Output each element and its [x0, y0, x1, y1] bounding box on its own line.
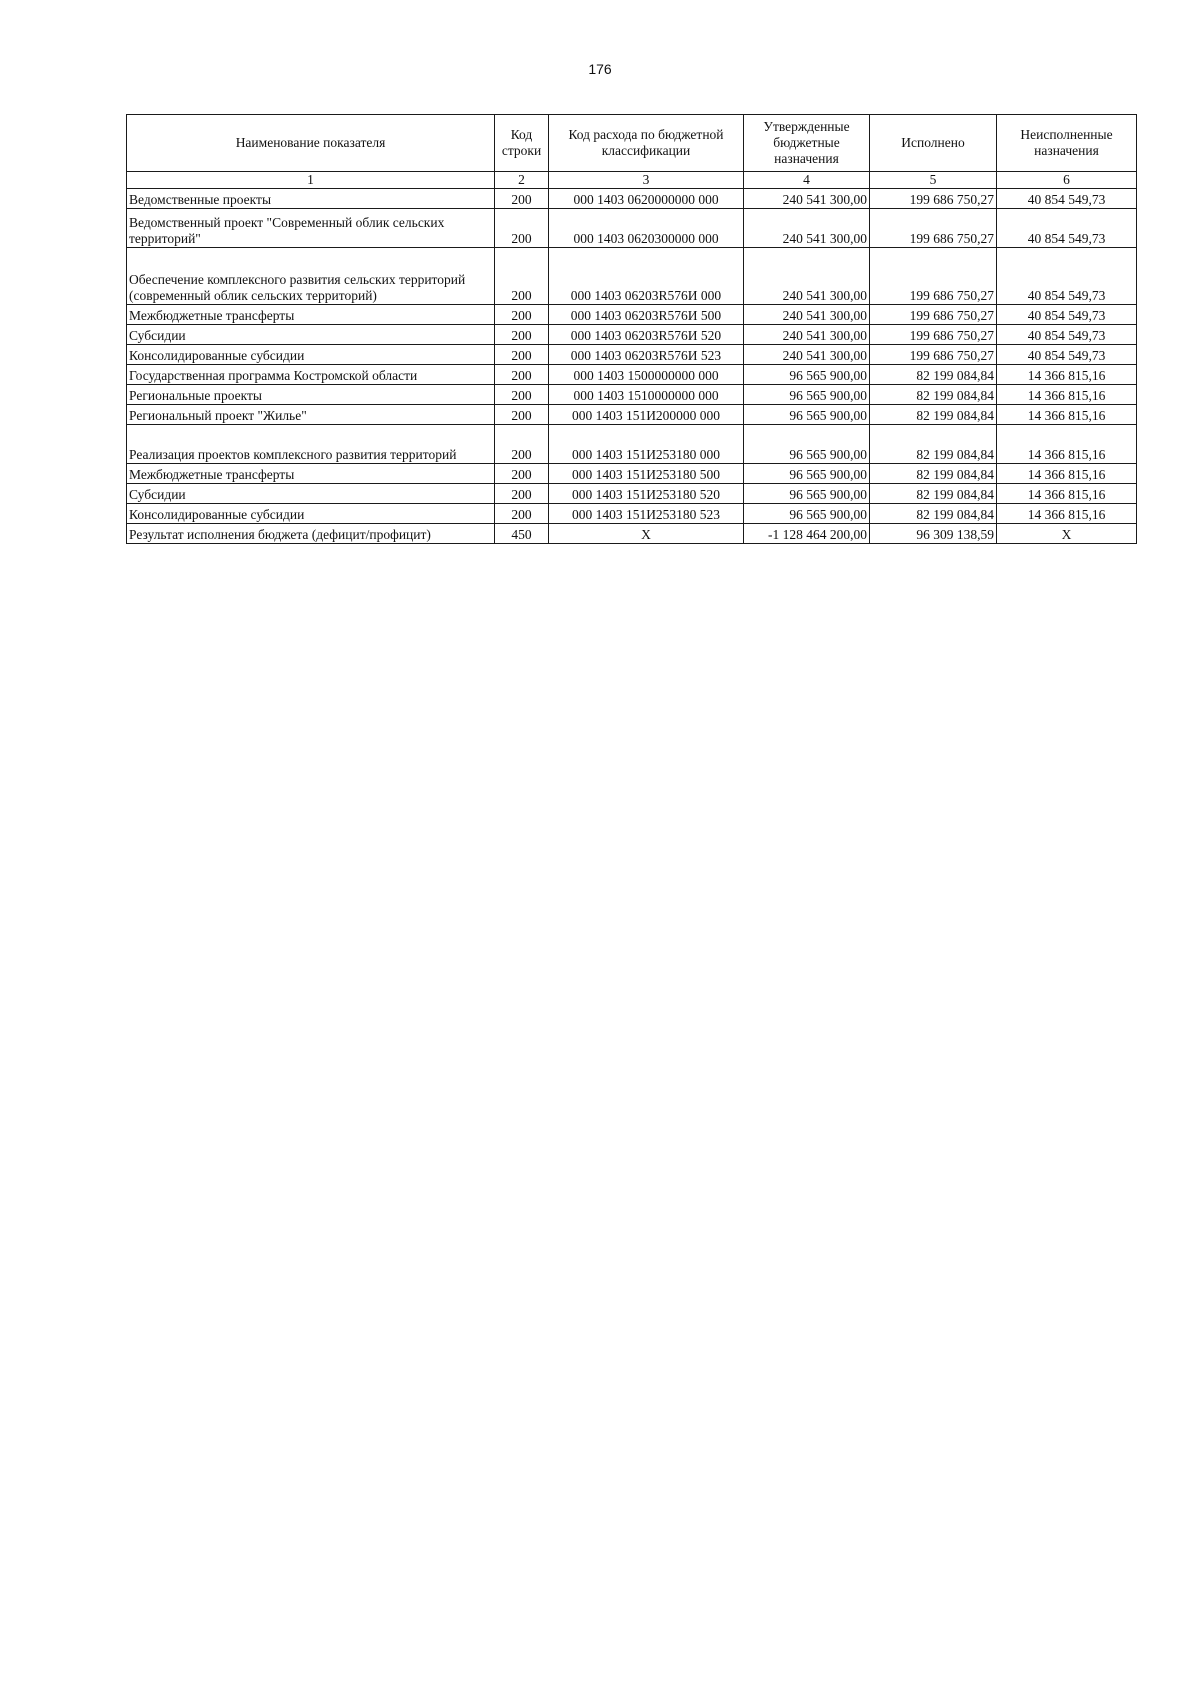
table-row [127, 464, 1137, 484]
cell-executed: 82 199 084,84 [870, 504, 997, 524]
cell-line: 450 [495, 524, 549, 544]
cell-unexecuted: 14 366 815,16 [997, 504, 1137, 524]
cell-unexecuted: 40 854 549,73 [997, 305, 1137, 325]
cell-approved: 240 541 300,00 [744, 345, 870, 365]
cell-approved: 240 541 300,00 [744, 325, 870, 345]
cell-executed: 82 199 084,84 [870, 464, 997, 484]
column-number: 1 [127, 172, 495, 189]
cell-code: 000 1403 1500000000 000 [549, 365, 744, 385]
budget-execution-table [126, 114, 1137, 544]
cell-code: 000 1403 151И253180 523 [549, 504, 744, 524]
cell-code: 000 1403 151И253180 500 [549, 464, 744, 484]
cell-line: 200 [495, 345, 549, 365]
header-unexecuted: Неисполненные назначения [997, 115, 1137, 172]
cell-line: 200 [495, 248, 549, 305]
cell-unexecuted: 40 854 549,73 [997, 345, 1137, 365]
cell-executed: 199 686 750,27 [870, 189, 997, 209]
cell-unexecuted: 40 854 549,73 [997, 248, 1137, 305]
cell-line: 200 [495, 484, 549, 504]
cell-approved: 96 565 900,00 [744, 464, 870, 484]
column-number: 6 [997, 172, 1137, 189]
cell-code: 000 1403 1510000000 000 [549, 385, 744, 405]
header-indicator-name: Наименование показателя [127, 115, 495, 172]
cell-line: 200 [495, 405, 549, 425]
cell-name: Реализация проектов комплексного развития территорий [127, 425, 495, 464]
cell-name: Региональный проект "Жилье" [127, 405, 495, 425]
cell-approved: 240 541 300,00 [744, 305, 870, 325]
cell-line: 200 [495, 209, 549, 248]
cell-line: 200 [495, 305, 549, 325]
cell-executed: 82 199 084,84 [870, 484, 997, 504]
header-executed: Исполнено [870, 115, 997, 172]
cell-code: 000 1403 151И200000 000 [549, 405, 744, 425]
cell-code: 000 1403 06203R576И 520 [549, 325, 744, 345]
cell-approved: -1 128 464 200,00 [744, 524, 870, 544]
table-row [127, 345, 1137, 365]
header-line-code: Код строки [495, 115, 549, 172]
table-row [127, 504, 1137, 524]
header-row [127, 115, 1137, 172]
cell-approved: 96 565 900,00 [744, 504, 870, 524]
cell-approved: 96 565 900,00 [744, 385, 870, 405]
column-number: 4 [744, 172, 870, 189]
cell-name: Результат исполнения бюджета (дефицит/профицит) [127, 524, 495, 544]
cell-name: Региональные проекты [127, 385, 495, 405]
cell-executed: 199 686 750,27 [870, 209, 997, 248]
cell-unexecuted: 14 366 815,16 [997, 405, 1137, 425]
cell-name: Консолидированные субсидии [127, 504, 495, 524]
table-row [127, 248, 1137, 305]
cell-code: 000 1403 06203R576И 523 [549, 345, 744, 365]
table-row [127, 325, 1137, 345]
cell-code: 000 1403 151И253180 000 [549, 425, 744, 464]
cell-code: X [549, 524, 744, 544]
table-row [127, 405, 1137, 425]
cell-approved: 240 541 300,00 [744, 209, 870, 248]
cell-unexecuted: 14 366 815,16 [997, 464, 1137, 484]
cell-line: 200 [495, 325, 549, 345]
cell-unexecuted: 40 854 549,73 [997, 325, 1137, 345]
cell-name: Субсидии [127, 484, 495, 504]
cell-line: 200 [495, 365, 549, 385]
table-row [127, 365, 1137, 385]
cell-line: 200 [495, 504, 549, 524]
table-row [127, 484, 1137, 504]
cell-approved: 96 565 900,00 [744, 425, 870, 464]
cell-unexecuted: 14 366 815,16 [997, 425, 1137, 464]
header-approved: Утвержденные бюджетные назначения [744, 115, 870, 172]
table-row [127, 209, 1137, 248]
cell-unexecuted: 14 366 815,16 [997, 484, 1137, 504]
cell-unexecuted: 40 854 549,73 [997, 209, 1137, 248]
cell-approved: 240 541 300,00 [744, 248, 870, 305]
cell-executed: 199 686 750,27 [870, 345, 997, 365]
cell-line: 200 [495, 385, 549, 405]
cell-name: Субсидии [127, 325, 495, 345]
cell-executed: 82 199 084,84 [870, 385, 997, 405]
cell-unexecuted: 40 854 549,73 [997, 189, 1137, 209]
cell-unexecuted: X [997, 524, 1137, 544]
cell-approved: 240 541 300,00 [744, 189, 870, 209]
cell-executed: 82 199 084,84 [870, 365, 997, 385]
column-number-row [127, 172, 1137, 189]
cell-executed: 82 199 084,84 [870, 405, 997, 425]
cell-line: 200 [495, 189, 549, 209]
cell-name: Межбюджетные трансферты [127, 305, 495, 325]
cell-name: Ведомственный проект "Современный облик сельских территорий" [127, 209, 495, 248]
cell-approved: 96 565 900,00 [744, 365, 870, 385]
cell-name: Консолидированные субсидии [127, 345, 495, 365]
cell-unexecuted: 14 366 815,16 [997, 385, 1137, 405]
column-number: 5 [870, 172, 997, 189]
table-row [127, 524, 1137, 544]
cell-code: 000 1403 06203R576И 500 [549, 305, 744, 325]
cell-approved: 96 565 900,00 [744, 484, 870, 504]
cell-unexecuted: 14 366 815,16 [997, 365, 1137, 385]
cell-name: Ведомственные проекты [127, 189, 495, 209]
cell-executed: 199 686 750,27 [870, 305, 997, 325]
cell-approved: 96 565 900,00 [744, 405, 870, 425]
cell-line: 200 [495, 425, 549, 464]
cell-executed: 199 686 750,27 [870, 248, 997, 305]
cell-line: 200 [495, 464, 549, 484]
table-row [127, 425, 1137, 464]
header-expense-code: Код расхода по бюджетной классификации [549, 115, 744, 172]
cell-code: 000 1403 151И253180 520 [549, 484, 744, 504]
cell-code: 000 1403 0620300000 000 [549, 209, 744, 248]
column-number: 3 [549, 172, 744, 189]
cell-name: Межбюджетные трансферты [127, 464, 495, 484]
cell-name: Государственная программа Костромской области [127, 365, 495, 385]
column-number: 2 [495, 172, 549, 189]
cell-code: 000 1403 06203R576И 000 [549, 248, 744, 305]
cell-name: Обеспечение комплексного развития сельских территорий (современный облик сельских территорий) [127, 248, 495, 305]
cell-code: 000 1403 0620000000 000 [549, 189, 744, 209]
cell-executed: 96 309 138,59 [870, 524, 997, 544]
cell-executed: 199 686 750,27 [870, 325, 997, 345]
table-row [127, 385, 1137, 405]
table-row [127, 305, 1137, 325]
cell-executed: 82 199 084,84 [870, 425, 997, 464]
table-row [127, 189, 1137, 209]
page-number: 176 [588, 61, 612, 77]
